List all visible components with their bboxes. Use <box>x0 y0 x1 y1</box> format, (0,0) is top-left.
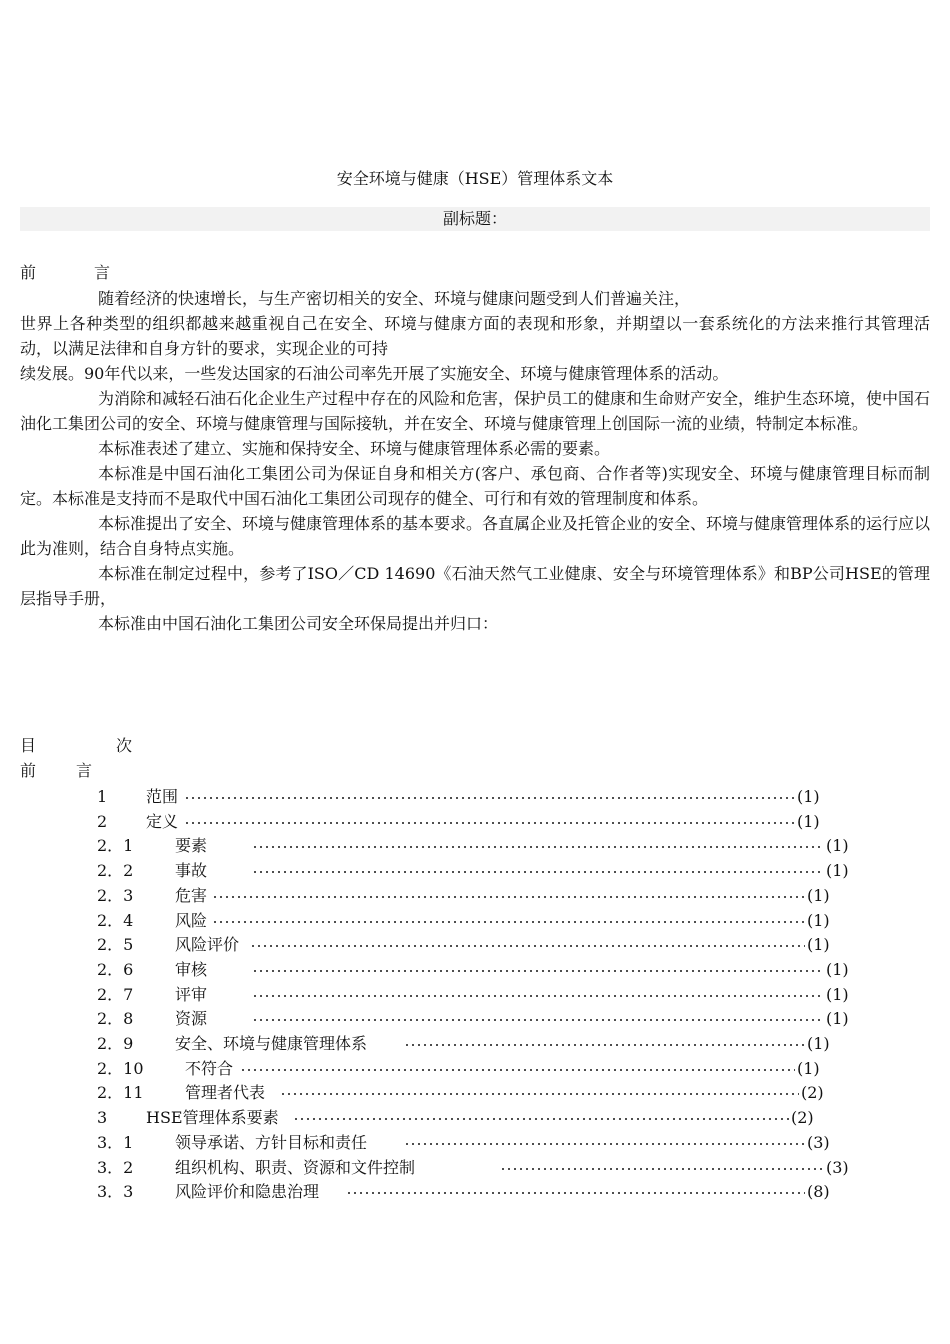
toc-entry-page: (1) <box>797 1058 820 1078</box>
toc-leader-dots <box>184 797 795 799</box>
toc-leader-dots <box>252 871 824 873</box>
toc-entry-number: 2．7 <box>97 984 134 1004</box>
toc-leader-dots <box>212 896 805 898</box>
toc-entry[interactable] <box>0 1105 950 1130</box>
toc-entry[interactable] <box>0 1155 950 1180</box>
toc-entry-page: (1) <box>826 959 849 979</box>
toc-entry-title: 要素 <box>175 836 208 856</box>
toc-leader-dots <box>250 945 805 947</box>
preface-heading-char-2: 言 <box>94 263 111 282</box>
toc-entry-page: (1) <box>797 811 820 831</box>
paragraph: 随着经济的快速增长，与生产密切相关的安全、环境与健康问题受到人们普遍关注， <box>98 289 691 308</box>
paragraph: 本标准是中国石油化工集团公司为保证自身和相关方(客户、承包商、合作者等)实现安全、环境与健康管理目标而制定。本标准是支持而不是取代中国石油化工集团公司现存的健全、可行和有效的管理制度和体系。 <box>20 464 930 508</box>
toc-entry-page: (2) <box>791 1108 814 1128</box>
toc-entry-title: 危害 <box>175 885 208 905</box>
toc-entry-title: 组织机构、职责、资源和文件控制 <box>175 1157 416 1177</box>
toc-entry-title: 不符合 <box>185 1058 234 1078</box>
toc-entry-page: (1) <box>807 910 830 930</box>
toc-entry-number: 3 <box>97 1108 108 1128</box>
toc-entry-number: 3．1 <box>97 1132 134 1152</box>
paragraph: 本标准在制定过程中，参考了ISO／CD 14690《石油天然气工业健康、安全与环境管理体系》和BP公司HSE的管理层指导手册， <box>20 564 930 608</box>
toc-heading <box>20 734 132 758</box>
toc-entry-page: (8) <box>807 1182 830 1202</box>
toc-entry-number: 1 <box>97 787 108 806</box>
toc-leader-dots <box>404 1143 805 1145</box>
toc-entry-title: 资源 <box>175 1009 208 1029</box>
toc-entry-number: 3．3 <box>97 1182 134 1202</box>
toc-entry[interactable] <box>0 1006 950 1031</box>
toc-entry-title: 风险 <box>175 910 208 930</box>
toc-entry-number: 2．9 <box>97 1034 134 1053</box>
toc-entry[interactable] <box>0 883 950 908</box>
toc-entry-number: 2．11 <box>97 1083 144 1103</box>
toc-entry[interactable] <box>0 1130 950 1155</box>
toc-entry-number: 2．2 <box>97 861 134 881</box>
toc-entry-page: (1) <box>807 935 830 955</box>
toc-entry-page: (1) <box>807 885 830 905</box>
toc-entry-number: 2．5 <box>97 935 134 955</box>
subtitle: 副标题： <box>20 207 930 231</box>
toc-entry-page: (1) <box>807 1034 830 1053</box>
toc-leader-dots <box>252 846 824 848</box>
toc-entry-page: (2) <box>801 1083 824 1103</box>
document-title: 安全环境与健康（HSE）管理体系文本 <box>336 169 614 188</box>
toc-leader-dots <box>240 1069 795 1071</box>
toc-entry-number: 2．8 <box>97 1009 134 1029</box>
toc-entry[interactable] <box>0 932 950 957</box>
toc-entry-page: (1) <box>826 836 849 856</box>
toc-leader-dots <box>500 1168 824 1170</box>
toc-entry-title: HSE管理体系要素 <box>146 1108 279 1128</box>
toc-entry-page: (1) <box>797 787 820 806</box>
toc-entry-title: 评审 <box>175 984 208 1004</box>
toc-entry-title: 范围 <box>146 787 179 806</box>
toc-entry[interactable] <box>0 784 950 809</box>
toc-entry-number: 2．10 <box>97 1058 144 1078</box>
toc-entry[interactable] <box>0 1179 950 1204</box>
toc-entry[interactable] <box>0 1056 950 1081</box>
toc-leader-dots <box>252 970 824 972</box>
toc-entry[interactable] <box>0 1031 950 1056</box>
preface-heading-char-1: 前 <box>20 263 37 282</box>
toc-leader-dots <box>280 1093 799 1095</box>
toc-entry-title: 安全、环境与健康管理体系 <box>175 1034 368 1053</box>
toc-entry-title: 管理者代表 <box>185 1083 266 1103</box>
toc-entry-number: 2．6 <box>97 959 134 979</box>
toc-entry-title: 风险评价 <box>175 935 240 955</box>
toc-leader-dots <box>212 921 805 923</box>
paragraph: 为消除和减轻石油石化企业生产过程中存在的风险和危害，保护员工的健康和生命财产安全，维护生态环境，使中国石油化工集团公司的安全、环境与健康管理与国际接轨，并在安全、环境与健康管理上创国际一流的业绩，特制定本标准。 <box>20 389 931 433</box>
preface-heading <box>20 261 110 285</box>
toc-entry-title: 风险评价和隐患治理 <box>175 1182 320 1202</box>
toc-entry[interactable] <box>0 809 950 834</box>
toc-entry-number: 2．4 <box>97 910 134 930</box>
toc-entry[interactable] <box>0 858 950 883</box>
toc-entry-page: (1) <box>826 1009 849 1029</box>
toc-entry-title: 审核 <box>175 959 208 979</box>
toc-preface-char-1: 前 <box>20 761 37 780</box>
toc-leader-dots <box>184 822 795 824</box>
toc-entry-number: 2．3 <box>97 885 134 905</box>
toc-entry-number: 3．2 <box>97 1157 134 1177</box>
toc-heading-char-2: 次 <box>116 736 133 755</box>
paragraph: 本标准提出了安全、环境与健康管理体系的基本要求。各直属企业及托管企业的安全、环境与健康管理体系的运行应以此为准则，结合自身特点实施。 <box>20 514 931 558</box>
toc-leader-dots <box>346 1192 805 1194</box>
toc-entry[interactable] <box>0 908 950 933</box>
toc-entry-title: 定义 <box>146 811 179 831</box>
toc-entry[interactable] <box>0 833 950 858</box>
toc-leader-dots <box>252 1019 824 1021</box>
toc-leader-dots <box>293 1118 789 1120</box>
toc-entry-number: 2 <box>97 811 108 831</box>
toc-entry-page: (3) <box>826 1157 849 1177</box>
toc-preface-entry[interactable] <box>20 759 92 783</box>
preface-body <box>20 286 930 636</box>
toc-entry-title: 领导承诺、方针目标和责任 <box>175 1132 368 1152</box>
toc-entry-number: 2．1 <box>97 836 134 856</box>
toc-entry[interactable] <box>0 957 950 982</box>
paragraph: 本标准表述了建立、实施和保持安全、环境与健康管理体系必需的要素。 <box>98 439 611 458</box>
toc-entry-page: (1) <box>826 984 849 1004</box>
toc-entry-page: (3) <box>807 1132 830 1152</box>
toc-entry[interactable] <box>0 982 950 1007</box>
paragraph: 本标准由中国石油化工集团公司安全环保局提出并归口： <box>98 614 499 633</box>
toc-preface-char-2: 言 <box>76 761 93 780</box>
paragraph: 续发展。90年代以来，一些发达国家的石油公司率先开展了实施安全、环境与健康管理体系的活动。 <box>20 364 729 383</box>
toc-leader-dots <box>252 995 824 997</box>
toc-entry-title: 事故 <box>175 861 208 881</box>
toc-heading-char-1: 目 <box>20 736 37 755</box>
toc-entry-page: (1) <box>826 861 849 881</box>
toc-leader-dots <box>404 1044 805 1046</box>
toc-entry[interactable] <box>0 1080 950 1105</box>
paragraph: 世界上各种类型的组织都越来越重视自己在安全、环境与健康方面的表现和形象，并期望以一套系统化的方法来推行其管理活动，以满足法律和自身方针的要求，实现企业的可持 <box>20 314 930 358</box>
